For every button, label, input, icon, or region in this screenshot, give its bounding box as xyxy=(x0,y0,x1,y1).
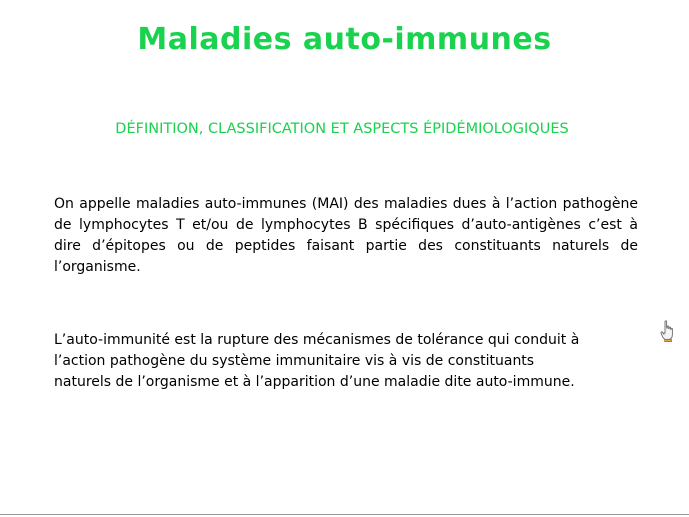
autoimmunity-paragraph xyxy=(54,330,638,393)
bottom-divider xyxy=(0,514,689,515)
autoimmunity-line: naturels de l’organisme et à l’apparition d’une maladie dite auto-immune. xyxy=(54,374,575,390)
slide-title: Maladies auto-immunes xyxy=(137,22,552,57)
slide-subtitle: DÉFINITION, CLASSIFICATION ET ASPECTS ÉPIDÉMIOLOGIQUES xyxy=(115,121,569,137)
autoimmunity-line: L’auto-immunité est la rupture des mécanismes de tolérance qui conduit à xyxy=(54,332,580,348)
definition-paragraph: On appelle maladies auto-immunes (MAI) des maladies dues à l’action pathogène de lymphocytes T et/ou de lymphocytes B spécifiques d’auto-antigènes c’est à dire d’épitopes ou de peptides faisant partie des constituants naturels de l’organisme. xyxy=(54,196,638,275)
hand-pointer-icon xyxy=(660,320,674,342)
autoimmunity-line: l’action pathogène du système immunitaire vis à vis de constituants xyxy=(54,353,535,369)
